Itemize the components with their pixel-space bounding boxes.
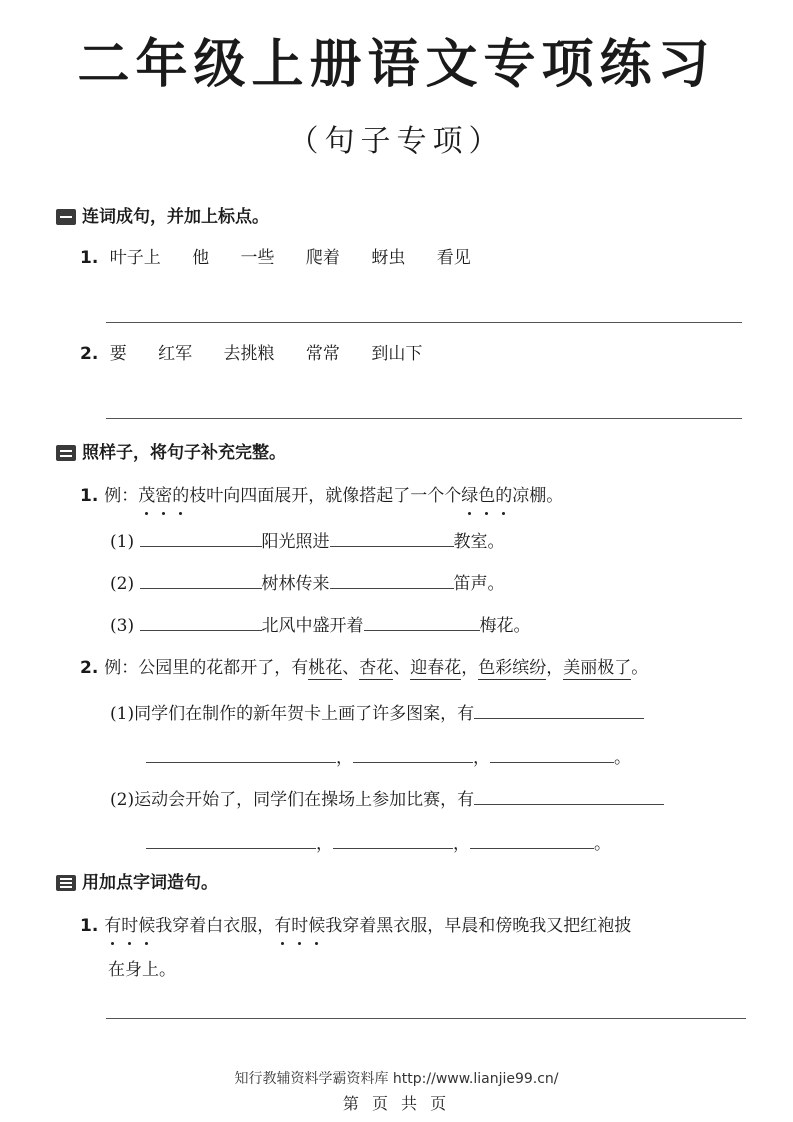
word: 常常: [305, 344, 340, 364]
word: 看见: [436, 248, 471, 268]
underlined-word: 美丽极了: [563, 658, 632, 678]
word: 爬着: [305, 248, 340, 268]
blank-field[interactable]: [140, 528, 262, 547]
blank-field[interactable]: [333, 830, 453, 849]
blank-field[interactable]: [353, 744, 473, 763]
section-number-two-icon: [56, 445, 76, 461]
underlined-word: 桃花: [308, 658, 343, 678]
blank-field[interactable]: [330, 570, 454, 589]
blank-field[interactable]: [364, 612, 480, 631]
emphasis-char: 绿: [461, 486, 479, 506]
footer-source: 知行教辅资料学霸资料库 http://www.lianjie99.cn/: [234, 1071, 559, 1087]
emphasis-char: 有: [274, 916, 292, 936]
page-subtitle: （句子专项）: [288, 124, 505, 159]
section-number-three-icon: [56, 875, 76, 891]
section-1-heading-text: 连词成句，并加上标点。: [82, 207, 269, 227]
word: 他: [192, 248, 210, 268]
word: 要: [109, 344, 127, 364]
blank-field[interactable]: [146, 830, 316, 849]
emphasis-char: 候: [138, 916, 156, 936]
dotted-word: [274, 916, 325, 936]
section-2-heading: [56, 440, 286, 466]
emphasis-char: 密: [155, 486, 173, 506]
dotted-word: [104, 916, 155, 936]
dotted-word: [461, 486, 512, 506]
blank-field[interactable]: [330, 528, 454, 547]
section-2-q1-item-2: (2) 树林传来 笛声。: [110, 570, 505, 596]
emphasis-char: 候: [308, 916, 326, 936]
word: 到山下: [371, 344, 423, 364]
section-1-heading: [56, 204, 269, 230]
word: 一些: [240, 248, 275, 268]
word: 红军: [158, 344, 193, 364]
underlined-word: 色彩缤纷: [478, 658, 547, 678]
section-2-example-2: 2. 例：公园里的花都开了，有桃花、杏花、迎春花，色彩缤纷，美丽极了。: [80, 658, 649, 678]
underlined-word: 杏花: [359, 658, 394, 678]
blank-field[interactable]: [146, 744, 336, 763]
section-2-q1-item-3: (3) 北风中盛开着 梅花。: [110, 612, 531, 638]
emphasis-char: 的: [495, 486, 513, 506]
underlined-word: 迎春花: [410, 658, 462, 678]
blank-field[interactable]: [140, 570, 262, 589]
section-2-q2-item-2-blanks: ， ， 。: [146, 830, 611, 856]
section-2-q2-item-2: (2)运动会开始了，同学们在操场上参加比赛，有: [110, 786, 664, 812]
section-2-q1-item-1: (1) 阳光照进 教室。: [110, 528, 505, 554]
word: 去挑粮: [223, 344, 275, 364]
section-3-question-1-line-2: 在身上。: [108, 960, 176, 980]
word: 叶子上: [109, 248, 161, 268]
emphasis-char: 有: [104, 916, 122, 936]
blank-field[interactable]: [474, 700, 644, 719]
blank-field[interactable]: [470, 830, 594, 849]
section-number-one-icon: [56, 209, 76, 225]
section-2-q2-item-1: (1)同学们在制作的新年贺卡上画了许多图案，有: [110, 700, 644, 726]
section-3-question-1: 1. 有时候我穿着白衣服，有时候我穿着黑衣服，早晨和傍晚我又把红袍披: [80, 916, 632, 936]
section-1-question-2: 2. 要 红军 去挑粮 常常 到山下: [80, 344, 423, 364]
section-2-q2-item-1-blanks: ， ， 。: [146, 744, 631, 770]
section-3-heading-text: 用加点字词造句。: [82, 873, 218, 893]
emphasis-char: 茂: [138, 486, 156, 506]
page-title: 二年级上册语文专项练习: [77, 35, 716, 95]
word: 蚜虫: [371, 248, 406, 268]
answer-line-s1q2[interactable]: [106, 418, 742, 419]
answer-line-s1q1[interactable]: [106, 322, 742, 323]
dotted-word: [138, 486, 189, 506]
emphasis-char: 色: [478, 486, 496, 506]
blank-field[interactable]: [474, 786, 664, 805]
footer-page-number: 第 页 共 页: [342, 1094, 451, 1113]
emphasis-char: 时: [291, 916, 309, 936]
section-2-heading-text: 照样子，将句子补充完整。: [82, 443, 286, 463]
section-1-question-1: 1. 叶子上 他 一些 爬着 蚜虫 看见: [80, 248, 471, 268]
emphasis-char: 的: [172, 486, 190, 506]
blank-field[interactable]: [140, 612, 262, 631]
blank-field[interactable]: [490, 744, 614, 763]
section-2-example-1: 1. 例：茂密的枝叶向四面展开，就像搭起了一个个绿色的凉棚。: [80, 486, 564, 506]
answer-line-s3q1[interactable]: [106, 1018, 746, 1019]
emphasis-char: 时: [121, 916, 139, 936]
section-3-heading: [56, 870, 218, 896]
